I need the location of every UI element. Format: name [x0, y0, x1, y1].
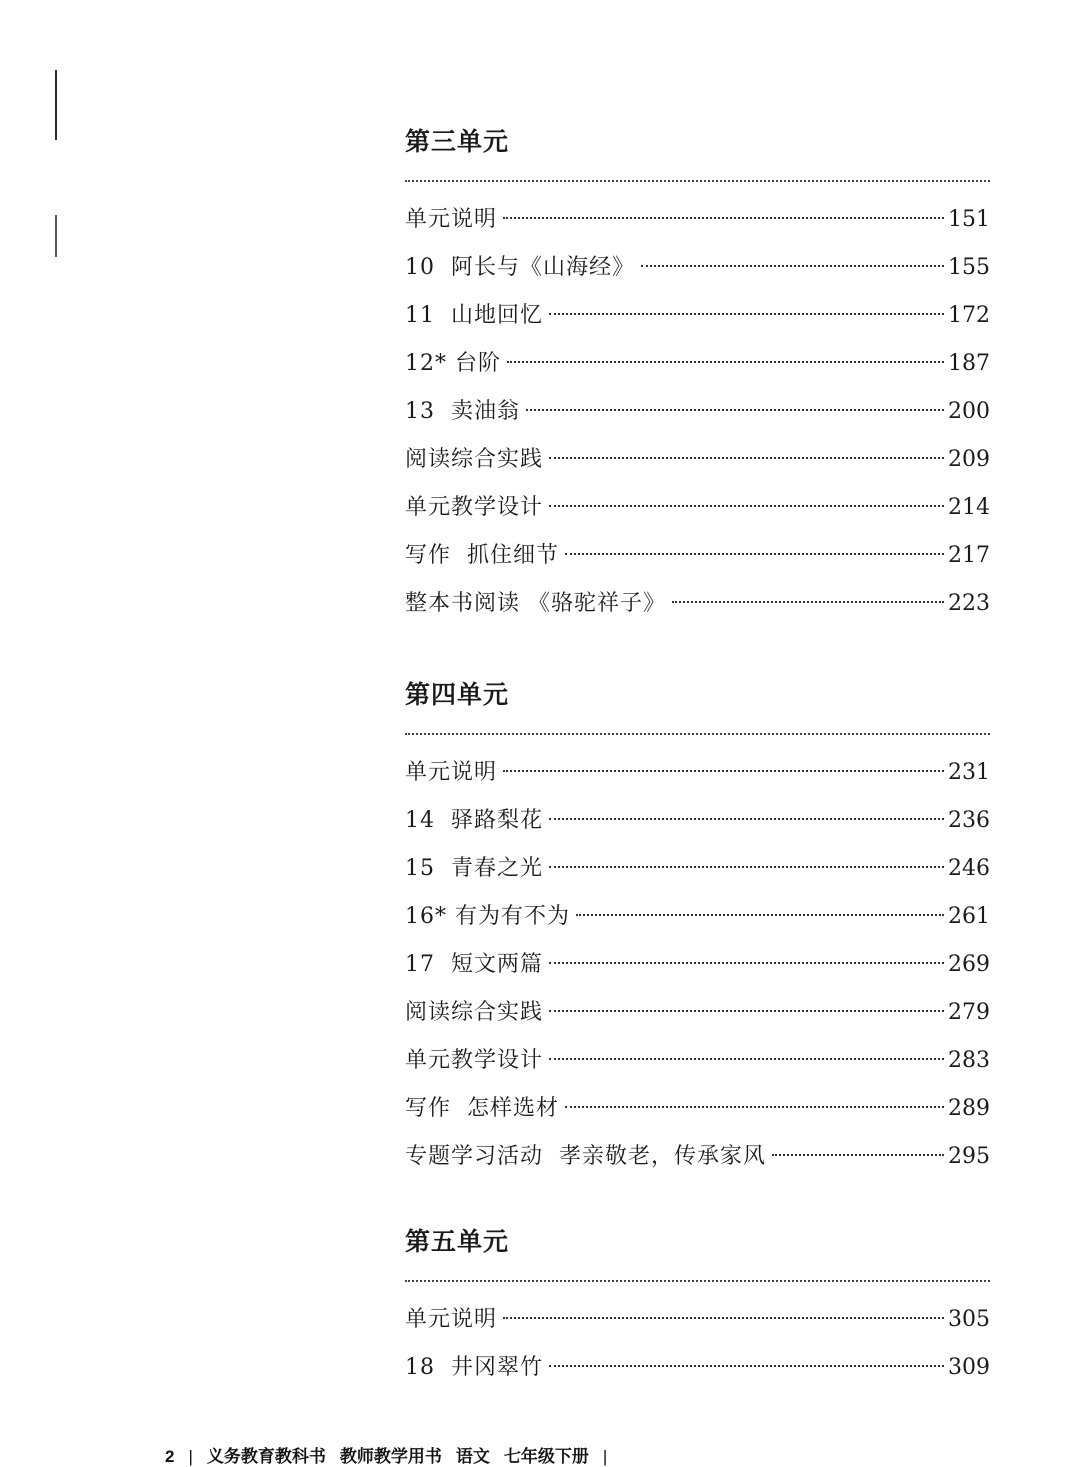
toc-entry-label: 阅读综合实践: [405, 447, 544, 472]
toc-entry-page: 155: [948, 255, 990, 280]
footer-separator: |: [188, 1447, 193, 1466]
toc-entry[interactable]: [405, 388, 990, 436]
dot-leader: [549, 818, 944, 820]
toc-entry[interactable]: [405, 580, 990, 628]
footer-separator: |: [602, 1447, 608, 1466]
toc-entry[interactable]: [405, 292, 990, 340]
unit-divider: [405, 733, 990, 735]
dot-leader: [549, 505, 944, 507]
dot-leader: [641, 265, 944, 267]
toc-entry-page: 200: [948, 399, 990, 424]
scan-margin-mark: [55, 70, 57, 140]
unit-title: 第五单元: [405, 1227, 510, 1256]
dot-leader: [549, 1365, 944, 1367]
toc-entry[interactable]: [405, 797, 990, 845]
toc-entry[interactable]: [405, 436, 990, 484]
dot-leader: [672, 601, 944, 603]
dot-leader: [565, 1106, 944, 1108]
toc-entry-label: 16* 有为有不为: [405, 904, 570, 929]
toc-entry[interactable]: [405, 893, 990, 941]
toc-entry[interactable]: [405, 941, 990, 989]
dot-leader: [526, 409, 944, 411]
toc-entry[interactable]: [405, 340, 990, 388]
unit-title: 第三单元: [405, 127, 510, 156]
dot-leader: [549, 457, 944, 459]
dot-leader: [549, 1010, 944, 1012]
unit-title: 第四单元: [405, 680, 510, 709]
toc-entry[interactable]: [405, 989, 990, 1037]
dot-leader: [565, 553, 944, 555]
toc-entry-label: 单元说明: [405, 760, 498, 785]
toc-entry-label: 12* 台阶: [405, 351, 501, 376]
toc-entry-page: 295: [948, 1144, 990, 1169]
toc-entry[interactable]: [405, 532, 990, 580]
toc-entry-label: 14 驿路梨花: [405, 808, 543, 833]
unit-divider: [405, 1280, 990, 1282]
toc-entry-label: 整本书阅读 《骆驼祥子》: [405, 591, 666, 616]
footer-book: 教师教学用书: [339, 1447, 442, 1466]
toc-entry[interactable]: [405, 1037, 990, 1085]
toc-entry-label: 阅读综合实践: [405, 1000, 544, 1025]
toc-entry[interactable]: [405, 749, 990, 797]
unit-divider: [405, 180, 990, 182]
toc-entry-page: 172: [948, 303, 990, 328]
toc-entry-label: 13 卖油翁: [405, 399, 520, 424]
toc-entry-page: 187: [948, 351, 990, 376]
toc-entry[interactable]: [405, 1344, 990, 1392]
unit-section-3: [405, 122, 990, 628]
toc-entry-label: 17 短文两篇: [405, 952, 543, 977]
toc-entry[interactable]: [405, 1296, 990, 1344]
toc-entry-page: 279: [948, 1000, 990, 1025]
dot-leader: [503, 217, 944, 219]
toc-entry-label: 写作 怎样选材: [405, 1096, 559, 1121]
toc-entry-label: 18 井冈翠竹: [405, 1355, 543, 1380]
dot-leader: [772, 1154, 944, 1156]
toc-entry-page: 236: [948, 808, 990, 833]
dot-leader: [576, 914, 944, 916]
toc-entry-page: 231: [948, 760, 990, 785]
toc-entry-label: 单元教学设计: [405, 495, 544, 520]
page-footer: [165, 1442, 621, 1467]
toc-entry[interactable]: [405, 484, 990, 532]
dot-leader: [507, 361, 944, 363]
toc-entry[interactable]: [405, 1133, 990, 1181]
unit-section-4: [405, 675, 990, 1181]
toc-entry-page: 246: [948, 856, 990, 881]
toc-entry-label: 单元说明: [405, 207, 498, 232]
footer-grade: 七年级下册: [503, 1447, 589, 1466]
dot-leader: [549, 1058, 944, 1060]
toc-entry[interactable]: [405, 1085, 990, 1133]
dot-leader: [549, 313, 944, 315]
toc-entry-label: 15 青春之光: [405, 856, 543, 881]
toc-entry-label: 单元教学设计: [405, 1048, 544, 1073]
toc-entry-page: 289: [948, 1096, 990, 1121]
toc-entry-page: 305: [948, 1307, 990, 1332]
toc-entry[interactable]: [405, 244, 990, 292]
page-number: 2: [165, 1447, 175, 1466]
toc-entry-label: 单元说明: [405, 1307, 498, 1332]
toc-entry[interactable]: [405, 196, 990, 244]
toc-entry-label: 写作 抓住细节: [405, 543, 559, 568]
footer-subject: 语文: [455, 1447, 490, 1466]
dot-leader: [503, 1317, 944, 1319]
scan-margin-mark: [55, 215, 57, 257]
toc-entry-label: 10 阿长与《山海经》: [405, 255, 635, 280]
dot-leader: [549, 962, 944, 964]
toc-entry[interactable]: [405, 845, 990, 893]
toc-entry-page: 269: [948, 952, 990, 977]
toc-entry-page: 209: [948, 447, 990, 472]
toc-entry-label: 专题学习活动 孝亲敬老，传承家风: [405, 1144, 766, 1169]
dot-leader: [503, 770, 944, 772]
footer-series: 义务教育教科书: [206, 1447, 326, 1466]
unit-section-5: [405, 1222, 990, 1392]
toc-entry-page: 151: [948, 207, 990, 232]
toc-entry-page: 283: [948, 1048, 990, 1073]
toc-entry-page: 223: [948, 591, 990, 616]
toc-entry-page: 214: [948, 495, 990, 520]
toc-entry-page: 261: [948, 904, 990, 929]
toc-entry-label: 11 山地回忆: [405, 303, 543, 328]
toc-entry-page: 309: [948, 1355, 990, 1380]
dot-leader: [549, 866, 944, 868]
toc-entry-page: 217: [948, 543, 990, 568]
